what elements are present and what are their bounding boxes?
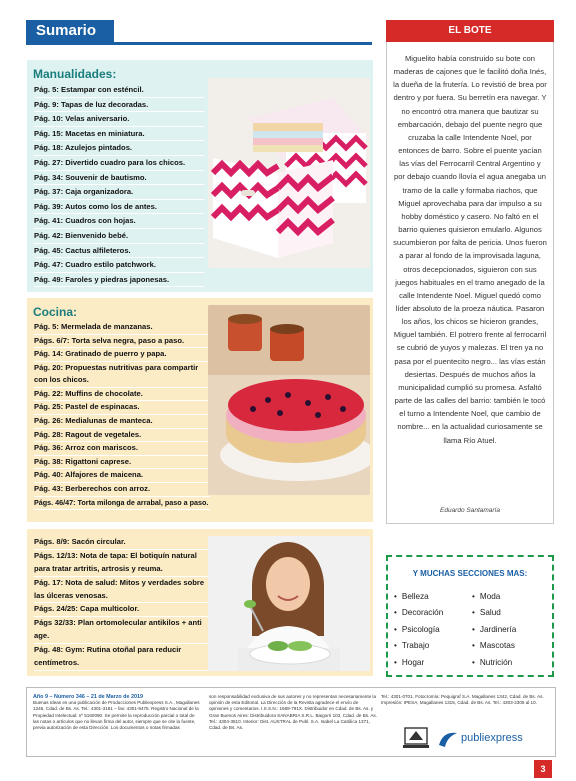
woman-eating-salad-photo bbox=[208, 536, 370, 671]
list-item: • Mascotas bbox=[472, 638, 516, 654]
secciones-col-2 bbox=[472, 589, 516, 671]
list-item: Pág. 15: Macetas en miniatura. bbox=[34, 127, 204, 142]
publiexpress-logo-text: publiexpress bbox=[461, 732, 523, 744]
footer-text-2: son responsabilidad exclusiva de sus autores y no representan necesariamente la opinión de esta Editorial. La Dirección de la Revista agradece el envío de opiniones y comentarios. I.S.S.N.: 1669-791X. Distribuidor en Cdad. de Bs. As. y Gran Buenos Aires: Distribuidora SANABRIA S.R.L. Baigorri 103, Cdad. de Bs. As. Tel.: 4304-3510. Interior: Dist. AUSTRAL de Publ. S.A. Isabel La Católica 1371, Cdad. de Bs. As. bbox=[209, 694, 378, 731]
publiexpress-logo bbox=[437, 729, 549, 749]
list-item: Pág. 36: Arroz con mariscos. bbox=[34, 442, 210, 456]
list-item: Pág. 41: Cuadros con hojas. bbox=[34, 214, 204, 229]
list-item: Pág. 47: Cuadro estilo patchwork. bbox=[34, 258, 204, 273]
issue-info: Año 9 – Número 346 – 21 de Marzo de 2019 bbox=[33, 694, 143, 700]
el-bote-story bbox=[386, 20, 554, 524]
list-item: Págs. 12/13: Nota de tapa: El botiquín natural para tratar artritis, artrosis y reuma. bbox=[34, 550, 214, 577]
el-bote-author: Eduardo Santamaría bbox=[440, 507, 500, 514]
list-item: Pág. 34: Souvenir de bautismo. bbox=[34, 171, 204, 186]
list-item: • Jardinería bbox=[472, 622, 516, 638]
manualidades-list bbox=[34, 83, 204, 287]
list-item: Pág. 14: Gratinado de puerro y papa. bbox=[34, 348, 210, 362]
cocina-title: Cocina: bbox=[33, 305, 78, 319]
list-item: Pág. 20: Propuestas nutritivas para compartir con los chicos. bbox=[34, 362, 210, 388]
list-item: Pág. 27: Divertido cuadro para los chicos. bbox=[34, 156, 204, 171]
list-item: Págs. 6/7: Torta selva negra, paso a paso. bbox=[34, 335, 210, 349]
misc-list bbox=[34, 536, 214, 671]
list-item: Pág. 10: Velas aniversario. bbox=[34, 112, 204, 127]
footer-text-1: Buenas Ideas es una publicación de Producciones Publiexpress S.A., Magallanes 1346, Cdad. de Bs. As. Tel.: 4301-3181 – fax: 4301-9475. Registro Nacional de la Propiedad Intelectual: nº 5160090. Se permite la reproducción parcial o total de las notas o artículos que no llevan firma del autor, siempre que se cite la fuente, previa autorización de esta Dirección. Los documentos o notas firmadas bbox=[33, 700, 200, 731]
list-item: • Moda bbox=[472, 589, 516, 605]
list-item: • Salud bbox=[472, 605, 516, 621]
list-item: • Belleza bbox=[394, 589, 443, 605]
el-bote-title: EL BOTE bbox=[386, 20, 554, 42]
list-item: Pág. 22: Muffins de chocolate. bbox=[34, 388, 210, 402]
cocina-list bbox=[34, 321, 210, 510]
list-item: Pág. 26: Medialunas de manteca. bbox=[34, 415, 210, 429]
masthead-footer bbox=[26, 687, 556, 757]
manualidades-section bbox=[27, 60, 373, 292]
secciones-title: Y MUCHAS SECCIONES MAS: bbox=[412, 569, 528, 578]
list-item: Pág. 43: Berberechos con arroz. bbox=[34, 483, 210, 497]
footer-text-3: Tel.: 4301-0701. Fotocromía: Pequigraf S.A. Magallanes 1342, Cdad. de Bs. As. Impresión: IPESA, Magallanes 1315, Cdad. de Bs. As. Tel.: 4303-2305 al 10. bbox=[381, 694, 544, 706]
list-item: Pág. 37: Caja organizadora. bbox=[34, 185, 204, 200]
list-item: Pág. 28: Ragout de vegetales. bbox=[34, 429, 210, 443]
list-item: Págs 32/33: Plan ortomolecular antikilos + anti age. bbox=[34, 617, 214, 644]
organizer-boxes-photo bbox=[208, 78, 370, 268]
page-title: Sumario bbox=[26, 20, 114, 42]
page-number: 3 bbox=[534, 760, 552, 778]
list-item: Pág. 9: Tapas de luz decoradas. bbox=[34, 98, 204, 113]
secciones-col-1 bbox=[394, 589, 443, 671]
list-item: Pág. 39: Autos como los de antes. bbox=[34, 200, 204, 215]
list-item: Pág. 5: Mermelada de manzanas. bbox=[34, 321, 210, 335]
list-item: Pág. 38: Rigattoni caprese. bbox=[34, 456, 210, 470]
list-item: Págs. 8/9: Sacón circular. bbox=[34, 536, 214, 550]
list-item: • Psicología bbox=[394, 622, 443, 638]
misc-section bbox=[27, 529, 373, 676]
list-item: Pág. 45: Cactus alfileteros. bbox=[34, 244, 204, 259]
list-item: Págs. 24/25: Capa multicolor. bbox=[34, 603, 214, 617]
list-item: • Nutrición bbox=[472, 655, 516, 671]
list-item: Pág. 5: Estampar con esténcil. bbox=[34, 83, 204, 98]
list-item: Pág. 40: Alfajores de maicena. bbox=[34, 469, 210, 483]
cocina-section bbox=[27, 298, 373, 522]
manualidades-title: Manualidades: bbox=[33, 67, 117, 81]
secciones-box bbox=[386, 555, 554, 677]
list-item: Pág. 49: Faroles y piedras japonesas. bbox=[34, 273, 204, 288]
list-item: Pág. 17: Nota de salud: Mitos y verdades sobre las úlceras venosas. bbox=[34, 577, 214, 604]
list-item: Pág. 25: Pastel de espinacas. bbox=[34, 401, 210, 415]
list-item: • Hogar bbox=[394, 655, 443, 671]
list-item: Pág. 42: Bienvenido bebé. bbox=[34, 229, 204, 244]
el-bote-text: Miguelito había construido su bote con maderas de cajones que le facilitó doña Inés, la dueña de la frutería. Lo revistió de brea por dentro y por fuera. Su berretín era navegar. Y no encontró otra manera que bautizar su embarcación, debajo del puente negro que cruzaba la calle Intendente Noel, por entonces de barro. Sobre el puente yacían las vías del Ferrocarril Central Argentino y por debajo cuando llovía el agua anegaba un tramo de la calle y formaba riachos, que Miguel aprovechaba para dar impulso a su hobby doméstico y casero. No faltó en el barrio quienes quisieron emularlo. Algunos sucumbieron por falta de pericia. Unos fueron a parar al fondo de la improvisada laguna, otros decepcionados, siguieron con sus juegos habituales en el tramo anegado de la calle Intendente Noel. Miguel quedó como líder absoluto de la proeza náutica. Pasaron los años, los chicos se hicieron grandes, Miguel también. El potrero frente al ferrocarril se cubrió de yuyos y malezas. El tren ya no pasa por el puentecito negro... las vías están desiertas. Después de muchos años la municipalidad cumplió su promesa. Asfaltó parte de las calles del barrio: también le tocó el turno a Intendente Noel, que cambio de nombre... en la actualidad curiosamente se llama Río Atuel. bbox=[393, 54, 547, 445]
list-item: Pág. 18: Azulejos pintados. bbox=[34, 141, 204, 156]
list-item: Págs. 46/47: Torta milonga de arrabal, paso a paso. bbox=[34, 497, 210, 511]
publisher-seal-icon bbox=[401, 726, 431, 750]
list-item: • Decoración bbox=[394, 605, 443, 621]
list-item: • Trabajo bbox=[394, 638, 443, 654]
list-item: Pág. 48: Gym: Rutina otoñal para reducir centímetros. bbox=[34, 644, 214, 671]
header-rule bbox=[26, 42, 372, 45]
cake-photo bbox=[208, 305, 370, 495]
